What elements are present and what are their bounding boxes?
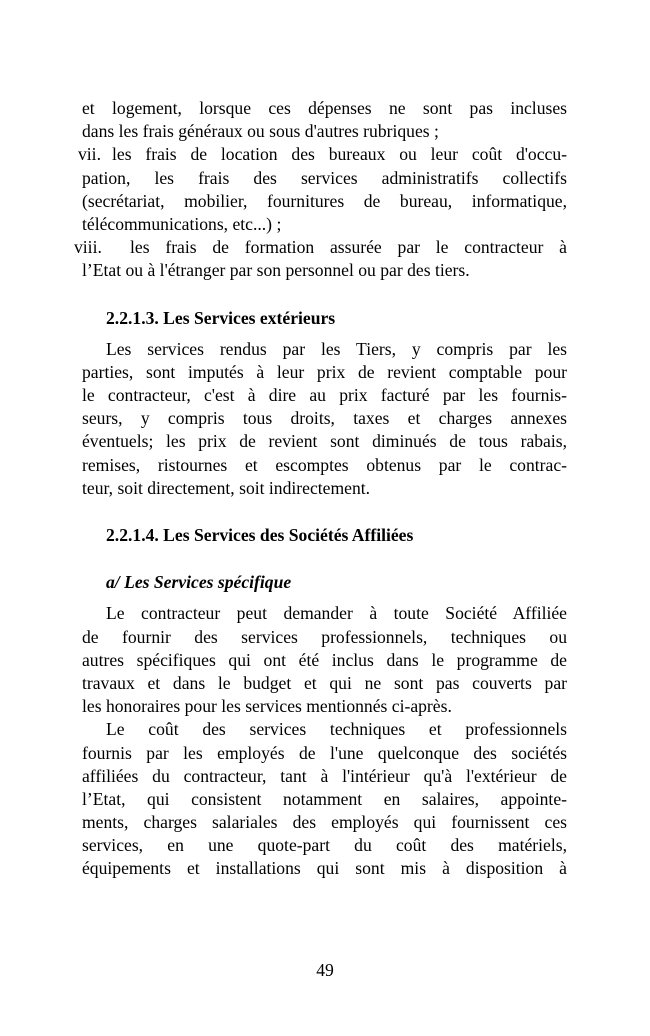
text-line: l’Etat ou à l'étranger par son personnel ou par des tiers. [82, 260, 470, 281]
text-line: les honoraires pour les services mentionnés ci-après. [82, 696, 452, 717]
text-line: les frais de location des bureaux ou leur coût d'occu- [112, 144, 567, 165]
text-line: l’Etat, qui consistent notamment en salaires, appointe- [82, 788, 567, 809]
text-line: affiliées du contracteur, tant à l'intérieur qu'à l'extérieur de [82, 765, 567, 786]
text-line: Les services rendus par les Tiers, y compris par les [106, 338, 567, 359]
list-item-vii [78, 143, 567, 166]
text-line: les frais de formation assurée par le contracteur à [130, 237, 567, 258]
subsection-heading: a/ Les Services spécifique [106, 572, 292, 593]
text-line: pation, les frais des services administratifs collectifs [82, 167, 567, 188]
text-line: travaux et dans le budget et qui ne sont pas couverts par [82, 672, 567, 693]
text-line: (secrétariat, mobilier, fournitures de bureau, informatique, [82, 190, 567, 211]
text-line: Le contracteur peut demander à toute Société Affiliée [106, 603, 567, 624]
text-line: le contracteur, c'est à dire au prix facturé par les fournis- [82, 385, 567, 406]
page-number: 49 [316, 960, 334, 980]
text-line: ments, charges salariales des employés qui fournissent ces [82, 812, 567, 833]
list-number: vii. [78, 144, 101, 165]
text-line: autres spécifiques qui ont été inclus dans le programme de [82, 649, 567, 670]
list-item-viii [74, 236, 567, 259]
list-number: viii. [74, 237, 102, 258]
section-heading: 2.2.1.3. Les Services extérieurs [106, 307, 336, 328]
text-line: Le coût des services techniques et professionnels [106, 719, 567, 740]
text-line: télécommunications, etc...) ; [82, 213, 282, 234]
text-line: teur, soit directement, soit indirectement. [82, 477, 371, 498]
text-line: et logement, lorsque ces dépenses ne sont pas incluses [82, 98, 567, 118]
text-line: fournis par les employés de l'une quelconque des sociétés [82, 742, 567, 763]
section-heading: 2.2.1.4. Les Services des Sociétés Affiliées [106, 525, 414, 545]
text-line: services, en une quote-part du coût des matériels, [82, 835, 567, 856]
page-body [74, 97, 567, 881]
text-line: seurs, y compris tous droits, taxes et charges annexes [82, 408, 567, 429]
text-line: dans les frais généraux ou sous d'autres rubriques ; [82, 121, 439, 142]
text-line: éventuels; les prix de revient sont diminués de tous rabais, [82, 431, 567, 452]
text-line: remises, ristournes et escomptes obtenus par le contrac- [82, 454, 567, 475]
text-line: de fournir des services professionnels, techniques ou [82, 626, 567, 647]
text-line: parties, sont imputés à leur prix de revient comptable pour [82, 361, 567, 382]
text-line: équipements et installations qui sont mis à disposition à [82, 858, 567, 879]
